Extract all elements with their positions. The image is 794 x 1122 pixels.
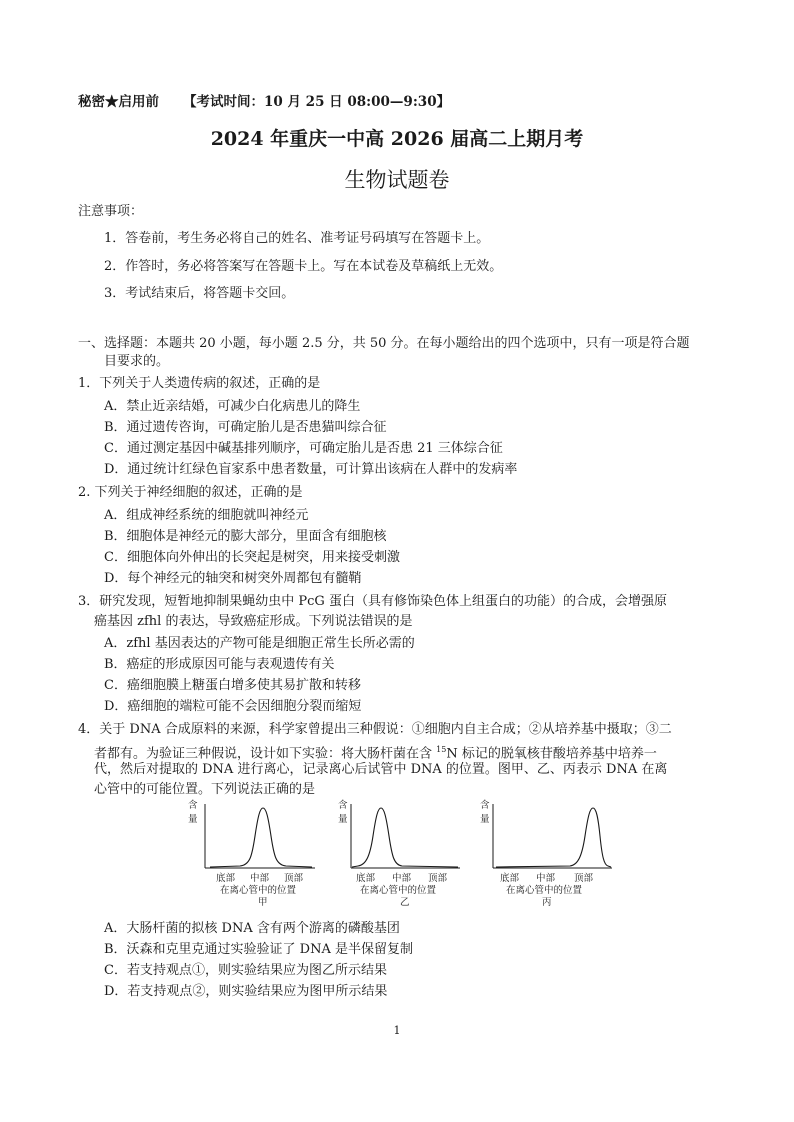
- figure-ylabel: 量: [188, 814, 198, 825]
- figure-panel-yi: [338, 799, 460, 908]
- question-1-stem: 1．下列关于人类遗传病的叙述，正确的是: [78, 376, 321, 391]
- figure-xtick: 底部: [356, 873, 376, 884]
- question-4-option-a: A．大肠杆菌的拟核 DNA 含有两个游离的磷酸基团: [104, 921, 400, 936]
- figure-ylabel: 含: [338, 800, 348, 811]
- question-1-option-b: B．通过遗传咨询，可确定胎儿是否患猫叫综合征: [104, 420, 387, 435]
- figure-panel-name: 甲: [258, 897, 268, 908]
- notice-item: 1．答卷前，考生务必将自己的姓名、准考证号码填写在答题卡上。: [104, 231, 490, 246]
- question-4-option-c: C．若支持观点①，则实验结果应为图乙所示结果: [104, 963, 387, 978]
- question-3-option-c: C．癌细胞膜上糖蛋白增多使其易扩散和转移: [104, 678, 361, 693]
- figure-ylabel: 含: [480, 800, 490, 811]
- notice-item: 2．作答时，务必将答案写在答题卡上。写在本试卷及草稿纸上无效。: [104, 259, 503, 274]
- figure-xtick: 顶部: [574, 873, 594, 884]
- figure-xtick: 底部: [216, 873, 236, 884]
- figure-xlabel: 在离心管中的位置: [360, 885, 437, 896]
- figure-xtick: 中部: [250, 873, 270, 884]
- question-1-option-d: D．通过统计红绿色盲家系中患者数量，可计算出该病在人群中的发病率: [104, 462, 518, 477]
- figure-xtick: 顶部: [284, 873, 304, 884]
- figure-panel-name: 丙: [542, 897, 552, 908]
- question-4-stem-cont: 代，然后对提取的 DNA 进行离心，记录离心后试管中 DNA 的位置。图甲、乙、丙表示 DNA 在离: [94, 762, 668, 777]
- question-2-option-c: C．细胞体向外伸出的长突起是树突，用来接受刺激: [104, 550, 400, 565]
- question-1-option-a: A．禁止近亲结婚，可减少白化病患儿的降生: [104, 399, 361, 414]
- question-2-option-b: B．细胞体是神经元的膨大部分，里面含有细胞核: [104, 529, 387, 544]
- figure-curve: [352, 808, 458, 867]
- section-heading: 一、选择题：本题共 20 小题，每小题 2.5 分，共 50 分。在每小题给出的四个选项中，只有一项是符合题: [78, 336, 690, 351]
- question-4-option-b: B．沃森和克里克通过实验验证了 DNA 是半保留复制: [104, 942, 414, 957]
- exam-title: 2024 年重庆一中高 2026 届高二上期月考: [210, 128, 584, 150]
- notice-item: 3．考试结束后，将答题卡交回。: [104, 286, 295, 301]
- figure-ylabel: 含: [188, 800, 198, 811]
- exam-header: [78, 90, 450, 110]
- figure-panel-bing: [480, 799, 612, 908]
- figure-xlabel: 在离心管中的位置: [506, 885, 583, 896]
- figure-curve: [496, 808, 611, 867]
- question-2-option-d: D．每个神经元的轴突和树突外周都包有髓鞘: [104, 571, 362, 586]
- question-3-option-d: D．癌细胞的端粒可能不会因细胞分裂而缩短: [104, 699, 362, 714]
- question-4-option-d: D．若支持观点②，则实验结果应为图甲所示结果: [104, 984, 388, 999]
- figure-xtick: 顶部: [428, 873, 448, 884]
- question-3-option-a: A．zfhl 基因表达的产物可能是细胞正常生长所必需的: [104, 636, 415, 651]
- notice-heading: 注意事项：: [78, 204, 144, 219]
- question-4-stem-cont: 者都有。为验证三种假说，设计如下实验：将大肠杆菌在含 $^{15}$N 标记的脱氧核苷酸培养基中培养一: [94, 745, 657, 762]
- question-3-option-b: B．癌症的形成原因可能与表观遗传有关: [104, 657, 335, 672]
- figure-xtick: 中部: [536, 873, 556, 884]
- exam-time: 【考试时间：10 月 25 日 08:00—9:30】: [183, 94, 451, 110]
- figure-xlabel: 在离心管中的位置: [220, 885, 297, 896]
- figure-xtick: 中部: [392, 873, 412, 884]
- section-heading-cont: 目要求的。: [104, 354, 170, 369]
- question-3-stem-cont: 癌基因 zfhl 的表达，导致癌症形成。下列说法错误的是: [94, 614, 413, 629]
- question-2-stem: 2. 下列关于神经细胞的叙述，正确的是: [78, 485, 303, 500]
- question-4-stem-cont: 心管中的可能位置。下列说法正确的是: [94, 782, 316, 797]
- centrifuge-figures: [180, 796, 630, 916]
- question-3-stem: 3．研究发现，短暂地抑制果蝇幼虫中 PcG 蛋白（具有修饰染色体上组蛋白的功能）的合成，会增强原: [78, 594, 667, 609]
- figure-xtick: 底部: [500, 873, 520, 884]
- confidential-label: 秘密★启用前: [78, 94, 159, 110]
- figure-ylabel: 量: [480, 814, 490, 825]
- figure-curve: [210, 808, 312, 867]
- figure-ylabel: 量: [338, 814, 348, 825]
- question-2-option-a: A．组成神经系统的细胞就叫神经元: [104, 508, 309, 523]
- exam-subtitle: 生物试题卷: [344, 168, 450, 192]
- figure-panel-jia: [188, 799, 315, 908]
- question-4-stem: 4．关于 DNA 合成原料的来源，科学家曾提出三种假说：①细胞内自主合成；②从培养基中摄取；③二: [78, 722, 672, 737]
- page-number: 1: [393, 1024, 401, 1037]
- question-1-option-c: C．通过测定基因中碱基排列顺序，可确定胎儿是否患 21 三体综合征: [104, 441, 503, 456]
- figure-panel-name: 乙: [400, 897, 410, 908]
